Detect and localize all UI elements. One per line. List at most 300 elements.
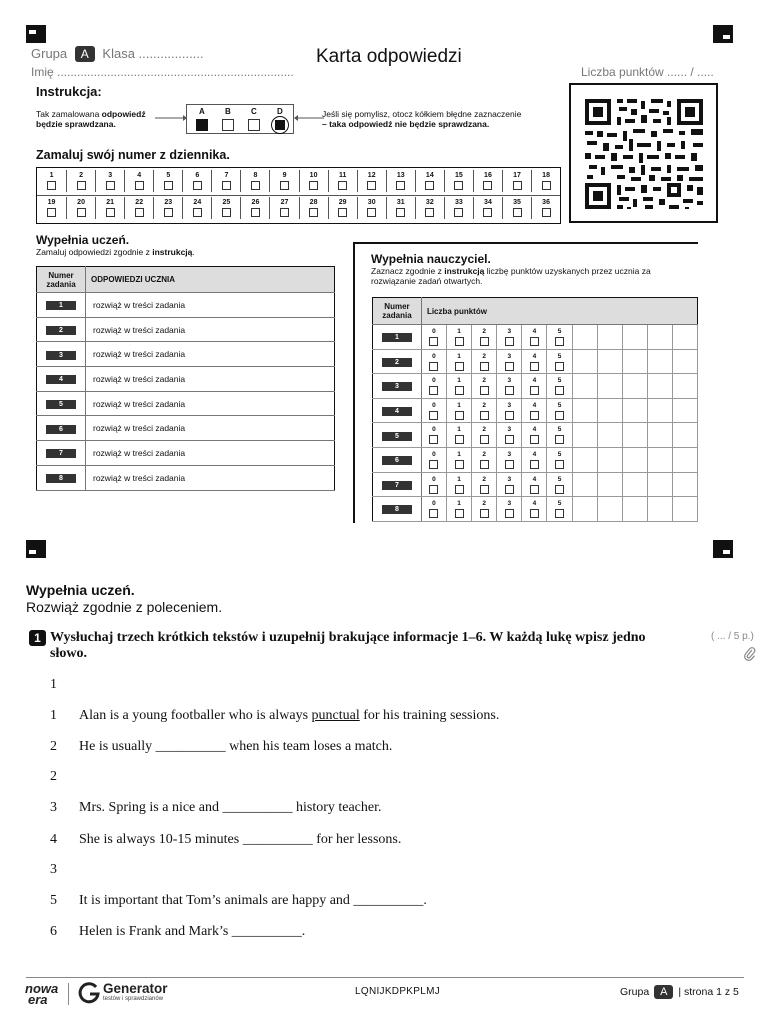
points-checkbox[interactable] [555,485,564,494]
points-label: Liczba punktów ...... / ..... [581,65,714,79]
journal-cell-number: 8 [253,172,258,179]
empty-cell [622,349,647,374]
teacher-sub-d: rozwiązanie zadań otwartych. [371,276,483,286]
points-value: 1 [457,500,461,508]
points-value: 3 [507,475,512,483]
points-option [421,423,446,448]
arrow-right-icon [155,114,187,122]
nowa-era-logo [25,983,58,1005]
journal-cell-number: 33 [454,199,463,206]
exercise-line [50,862,79,878]
points-checkbox[interactable] [555,435,564,444]
journal-checkbox[interactable] [367,181,376,190]
empty-cell [622,497,647,522]
line-text[interactable]: It is important that Tom’s animals are happy and __________. [79,893,427,908]
journal-checkbox[interactable] [47,208,56,217]
points-checkbox[interactable] [555,411,564,420]
option-d-label: D [277,107,283,116]
points-checkbox[interactable] [429,386,438,395]
journal-checkbox[interactable] [106,208,115,217]
journal-cell-number: 23 [164,199,173,206]
task-number-box: 5 [46,400,76,409]
points-value: 3 [507,401,512,409]
points-checkbox[interactable] [555,509,564,518]
points-checkbox[interactable] [505,509,514,518]
journal-cell-number: 35 [513,199,521,206]
line-number: 5 [50,893,57,908]
points-option [472,447,497,472]
journal-cell-number: 32 [425,199,434,206]
journal-cell-number: 20 [77,199,85,206]
points-checkbox[interactable] [555,337,564,346]
line-number: 3 [50,862,57,877]
points-value: 4 [532,500,537,508]
points-value: 3 [507,377,512,385]
journal-cell [357,170,386,192]
name-label: Imię ....................................................................... [31,65,294,79]
points-option [447,349,472,374]
journal-checkbox[interactable] [135,208,144,217]
line-text[interactable]: She is always 10-15 minutes __________ for her lessons. [79,832,402,847]
points-value: 5 [557,500,562,508]
teacher-points-row [373,472,698,497]
document-code: LQNIJKDPKPLMJ [355,986,441,997]
student-section-sub [36,247,195,257]
points-value: 2 [482,352,487,360]
instr-left-a: Tak zamalowana [36,109,102,119]
answer-cell: rozwiąż w treści zadania [86,317,335,342]
points-value: 5 [557,377,562,385]
empty-cell [647,374,672,399]
journal-cell-number: 19 [47,199,56,206]
empty-cell [622,325,647,350]
points-checkbox[interactable] [429,485,438,494]
points-value: 2 [482,475,487,483]
points-option [472,325,497,350]
teacher-points-row [373,497,698,522]
points-checkbox[interactable] [505,337,514,346]
points-value: 0 [432,500,436,508]
journal-checkbox[interactable] [513,208,522,217]
journal-cell-number: 16 [484,172,492,179]
points-checkbox[interactable] [530,362,539,371]
points-checkbox[interactable] [530,460,539,469]
points-checkbox[interactable] [455,411,464,420]
points-checkbox[interactable] [429,509,438,518]
journal-checkbox[interactable] [425,181,434,190]
points-value: 2 [482,450,487,458]
points-value: 2 [482,426,487,434]
points-option [497,447,522,472]
empty-cell [672,497,697,522]
empty-cell [672,447,697,472]
journal-checkbox[interactable] [513,181,522,190]
journal-cell-number: 9 [282,172,287,179]
student-answers-table [36,266,335,491]
journal-cell-number: 15 [454,172,463,179]
journal-cell [299,197,328,219]
points-option [522,472,547,497]
teacher-points-row [373,423,698,448]
journal-checkbox[interactable] [338,181,347,190]
journal-cell-number: 21 [106,199,115,206]
empty-cell [647,472,672,497]
logo-text-era: era [28,992,48,1007]
teacher-col-points: Liczba punktów [421,298,697,325]
journal-cell [444,170,473,192]
journal-cell [357,197,386,219]
instr-right-a: Jeśli się pomylisz, otocz kółkiem błędne zaznaczenie [322,109,522,119]
points-checkbox[interactable] [480,509,489,518]
teacher-sub-b: instrukcją [444,266,485,276]
journal-cell [269,197,298,219]
teacher-section-heading: Wypełnia nauczyciel. [371,252,491,266]
empty-cell [647,398,672,423]
instruction-heading: Instrukcja: [36,84,102,99]
points-option [547,398,572,423]
line-number: 1 [50,677,57,692]
journal-checkbox[interactable] [164,208,173,217]
points-checkbox[interactable] [480,337,489,346]
student-section-heading: Wypełnia uczeń. [36,233,130,247]
task-number-box: 1 [382,333,412,342]
student-sub-b: instrukcją [152,247,193,257]
task-number-box: 6 [382,456,412,465]
journal-cell [37,170,66,192]
task-number-cell [373,349,422,374]
points-checkbox[interactable] [455,337,464,346]
journal-checkbox[interactable] [396,208,405,217]
teacher-points-row [373,447,698,472]
journal-checkbox[interactable] [338,208,347,217]
journal-cell [66,170,95,192]
generator-logo-icon [77,981,101,1005]
points-value: 0 [432,401,436,409]
points-value: 0 [432,450,436,458]
student-col-number: Numer zadania [37,267,86,293]
empty-cell [672,472,697,497]
journal-checkbox[interactable] [454,208,463,217]
empty-cell [672,423,697,448]
points-checkbox[interactable] [455,386,464,395]
journal-checkbox[interactable] [309,181,318,190]
journal-checkbox[interactable] [193,208,202,217]
journal-checkbox[interactable] [425,208,434,217]
journal-cell-number: 11 [338,172,347,179]
qr-code-frame [569,83,718,223]
teacher-points-table [372,297,698,522]
page-title: Karta odpowiedzi [316,46,462,67]
empty-cell [572,325,597,350]
journal-cell [66,197,95,219]
points-checkbox[interactable] [505,386,514,395]
points-option [421,349,446,374]
points-option [547,447,572,472]
exercise-line [50,800,382,816]
points-checkbox[interactable] [555,386,564,395]
points-option [522,349,547,374]
task-number-badge [29,630,46,646]
task-number-box: 4 [382,407,412,416]
journal-checkbox[interactable] [77,208,86,217]
points-value: 3 [507,500,512,508]
points-checkbox[interactable] [429,435,438,444]
points-checkbox[interactable] [530,386,539,395]
task-number-box: 3 [46,351,76,360]
points-checkbox[interactable] [429,362,438,371]
empty-cell [672,349,697,374]
points-checkbox[interactable] [429,411,438,420]
corner-marker-mid-left [26,540,46,558]
option-c-box [248,119,260,131]
paperclip-icon[interactable] [744,647,756,661]
points-checkbox[interactable] [480,460,489,469]
task-text-line-1: Wysłuchaj trzech krótkich tekstów i uzupełnij brakujące informacje 1–6. W każdą lukę wpisz jedno [50,630,646,645]
journal-cell-number: 12 [367,172,376,179]
teacher-section-sub [371,266,651,286]
task-number-box: 6 [46,425,76,434]
points-checkbox[interactable] [530,435,539,444]
option-c-label: C [251,107,257,116]
journal-checkbox[interactable] [454,181,463,190]
journal-checkbox[interactable] [77,181,86,190]
points-checkbox[interactable] [455,460,464,469]
journal-cell [502,197,531,219]
task-number-cell [37,465,86,490]
task-number-box: 7 [46,449,76,458]
points-option [497,325,522,350]
option-b-label: B [225,107,231,116]
task-number-box: 2 [46,326,76,335]
journal-checkbox[interactable] [222,208,231,217]
points-checkbox[interactable] [455,509,464,518]
points-checkbox[interactable] [530,485,539,494]
empty-cell [622,472,647,497]
journal-row-2 [37,197,560,219]
points-option [421,398,446,423]
points-checkbox[interactable] [480,485,489,494]
points-option [447,447,472,472]
task-number-cell [37,317,86,342]
journal-checkbox[interactable] [251,208,260,217]
points-value: 4 [532,450,537,458]
task-number-box: 1 [46,301,76,310]
points-checkbox[interactable] [530,337,539,346]
journal-cell-number: 24 [193,199,202,206]
teacher-points-row [373,325,698,350]
exercise-line [50,769,79,785]
journal-checkbox[interactable] [483,208,492,217]
line-text[interactable]: Helen is Frank and Mark’s __________. [79,924,306,939]
corner-marker-top-right [713,25,733,43]
empty-cell [597,349,622,374]
journal-checkbox[interactable] [280,208,289,217]
points-checkbox[interactable] [505,435,514,444]
exercise-line [50,677,79,693]
student-sub-a: Zamaluj odpowiedzi zgodnie z [36,247,153,257]
points-option [497,349,522,374]
points-value: 1 [457,377,461,385]
points-value: 0 [432,475,436,483]
points-checkbox[interactable] [455,362,464,371]
task-number-box: 3 [382,382,412,391]
empty-cell [647,447,672,472]
points-checkbox[interactable] [505,460,514,469]
points-checkbox[interactable] [480,362,489,371]
journal-cell [211,197,240,219]
journal-checkbox[interactable] [309,208,318,217]
points-option [497,374,522,399]
journal-cell [269,170,298,192]
journal-cell-number: 17 [513,172,521,179]
journal-checkbox[interactable] [135,181,144,190]
task-number-cell [373,497,422,522]
points-value: 1 [457,328,461,335]
points-checkbox[interactable] [455,485,464,494]
journal-checkbox[interactable] [193,181,202,190]
points-option [421,472,446,497]
journal-heading: Zamaluj swój numer z dziennika. [36,148,230,162]
generator-title: Generator [103,981,168,996]
journal-checkbox[interactable] [47,181,56,190]
points-value: 5 [557,328,562,335]
group-field [31,46,204,62]
journal-row-1 [37,170,560,192]
class-label: Klasa .................. [102,46,204,61]
teacher-points-row [373,398,698,423]
student-answer-row [37,391,335,416]
empty-cell [672,374,697,399]
empty-cell [647,349,672,374]
journal-cell-number: 2 [79,172,84,179]
journal-checkbox[interactable] [106,181,115,190]
points-checkbox[interactable] [505,485,514,494]
points-checkbox[interactable] [429,337,438,346]
points-option [547,325,572,350]
journal-cell [531,170,560,192]
journal-cell-number: 18 [542,172,550,179]
points-checkbox[interactable] [555,362,564,371]
points-option [421,497,446,522]
empty-cell [572,398,597,423]
line-number: 2 [50,739,57,754]
points-value: 2 [482,377,487,385]
journal-cell-number: 7 [224,172,229,179]
points-value: 0 [432,426,436,434]
task-number-cell [373,447,422,472]
points-checkbox[interactable] [480,435,489,444]
points-checkbox[interactable] [505,362,514,371]
journal-checkbox[interactable] [483,181,492,190]
journal-cell [240,197,269,219]
journal-checkbox[interactable] [280,181,289,190]
task-number-cell [37,367,86,392]
journal-cell [531,197,560,219]
journal-checkbox[interactable] [542,208,551,217]
points-value: 1 [457,401,461,409]
points-checkbox[interactable] [555,460,564,469]
journal-checkbox[interactable] [396,181,405,190]
task-number-cell [37,391,86,416]
points-value: 1 [457,426,461,434]
empty-cell [572,349,597,374]
exercise-line [50,708,499,724]
points-value: 1 [457,450,461,458]
points-checkbox[interactable] [505,411,514,420]
journal-checkbox[interactable] [542,181,551,190]
teacher-points-row [373,374,698,399]
task-number-cell [37,293,86,318]
points-value: 4 [532,426,537,434]
journal-checkbox[interactable] [367,208,376,217]
points-option [447,472,472,497]
journal-cell-number: 31 [396,199,405,206]
arrow-left-icon [294,114,324,122]
option-d-filled-box [275,120,285,130]
points-value: 5 [557,426,562,434]
line-text[interactable]: He is usually __________ when his team loses a match. [79,739,393,754]
answer-cell: rozwiąż w treści zadania [86,441,335,466]
journal-cell-number: 22 [135,199,144,206]
teacher-sub-c: liczbę punktów uzyskanych przez ucznia za [484,266,651,276]
footer-divider [26,977,744,978]
journal-cell [182,197,211,219]
points-value: 3 [507,328,512,335]
points-checkbox[interactable] [480,411,489,420]
journal-cell-number: 4 [137,172,142,179]
points-checkbox[interactable] [530,509,539,518]
journal-cell-number: 25 [222,199,231,206]
journal-checkbox[interactable] [164,181,173,190]
points-checkbox[interactable] [455,435,464,444]
points-option [497,398,522,423]
answer-cell: rozwiąż w treści zadania [86,293,335,318]
journal-cell-number: 13 [396,172,405,179]
student-answer-row [37,317,335,342]
points-checkbox[interactable] [530,411,539,420]
empty-cell [572,374,597,399]
empty-cell [597,447,622,472]
points-option [421,447,446,472]
points-value: 0 [432,377,436,385]
line-text[interactable]: Mrs. Spring is a nice and __________ history teacher. [79,800,382,815]
points-option [547,423,572,448]
journal-checkbox[interactable] [251,181,260,190]
points-value: 3 [507,352,512,360]
logo-divider [68,983,69,1005]
line-text-pre: Alan is a young footballer who is always [79,708,312,723]
empty-cell [672,325,697,350]
task-points: ( ... / 5 p.) [711,631,754,642]
points-checkbox[interactable] [480,386,489,395]
answer-cell: rozwiąż w treści zadania [86,342,335,367]
task-number-box: 8 [382,505,412,514]
teacher-points-row [373,349,698,374]
journal-cell [95,197,124,219]
points-value: 3 [507,450,512,458]
journal-checkbox[interactable] [222,181,231,190]
points-checkbox[interactable] [429,460,438,469]
journal-cell [95,170,124,192]
corner-marker-top-left [26,25,46,43]
points-value: 3 [507,426,512,434]
points-option [472,374,497,399]
task-number-cell [373,374,422,399]
journal-cell-number: 10 [309,172,318,179]
line-number: 6 [50,924,57,939]
empty-cell [597,423,622,448]
task-number-box: 2 [382,358,412,367]
